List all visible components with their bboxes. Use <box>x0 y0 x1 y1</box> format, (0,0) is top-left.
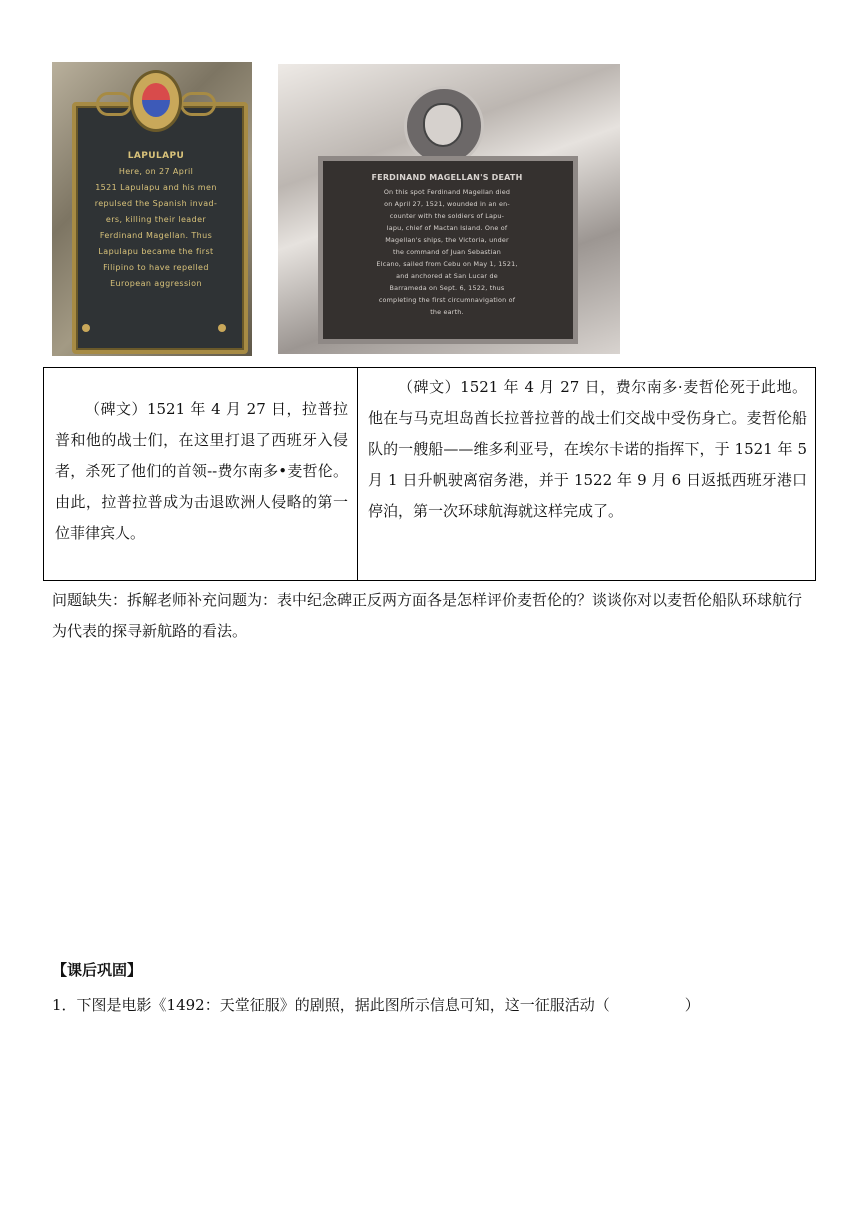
question-1: 1．下图是电影《1492：天堂征服》的剧照，据此图所示信息可知，这一征服活动（ ） <box>52 996 700 1014</box>
supplementary-question: 问题缺失：拆解老师补充问题为：表中纪念碑正反两方面各是怎样评价麦哲伦的？谈谈你对以麦哲伦船队环球航行为代表的探寻新航路的看法。 <box>52 591 803 640</box>
plaque-line: Lapulapu became the first <box>98 247 214 256</box>
plaque-line: 1521 Lapulapu and his men <box>95 183 217 192</box>
table-cell-lapulapu <box>44 368 358 580</box>
plaque-scroll-ornament <box>180 92 216 116</box>
plaque-line: repulsed the Spanish invad- <box>94 199 218 208</box>
plaque-title: FERDINAND MAGELLAN'S DEATH <box>371 173 523 182</box>
plaque-line: Here, on 27 April <box>118 167 194 176</box>
inscription-table <box>43 367 816 581</box>
emblem-seal-icon <box>404 86 484 166</box>
plaque-inscription <box>76 148 236 292</box>
rivet-icon <box>82 324 90 332</box>
rivet-icon <box>218 324 226 332</box>
inscription-text-lapulapu: （碑文）1521 年 4 月 27 日，拉普拉普和他的战士们，在这里打退了西班牙入侵者，杀死了他们的首领--费尔南多•麦哲伦。由此，拉普拉普成为击退欧洲人侵略的第一位菲律宾人。 <box>55 400 348 542</box>
philippine-seal-icon <box>130 70 182 132</box>
plaque-line: Filipino to have repelled <box>103 263 209 272</box>
plaque-line: ers, killing their leader <box>105 215 207 224</box>
plaque-line: Ferdinand Magellan. Thus <box>99 231 213 240</box>
plaque-line: the earth. <box>430 308 464 316</box>
plaque-line: Elcano, sailed from Cebu on May 1, 1521, <box>376 260 518 268</box>
inscription-text-magellan: （碑文）1521 年 4 月 27 日，费尔南多·麦哲伦死于此地。他在与马克坦岛酋长拉普拉普的战士们交战中受伤身亡。麦哲伦船队的一艘船——维多利亚号，在埃尔卡诺的指挥下，于 1521 年 5 月 1 日升帆驶离宿务港，并于 1522 年 9 月 6 日返抵西班牙港口停泊，第一次环球航海就这样完成了。 <box>368 378 807 520</box>
plaque-line: completing the first circumnavigation of <box>378 296 516 304</box>
plaque-inscription <box>330 170 564 318</box>
plaque-line: the command of Juan Sebastian <box>393 248 501 256</box>
magellan-plaque-photo <box>278 64 620 354</box>
plaque-line: on April 27, 1521, wounded in an en- <box>384 200 510 208</box>
lapulapu-plaque-photo <box>52 62 252 356</box>
plaque-scroll-ornament <box>96 92 132 116</box>
plaque-line: lapu, chief of Mactan Island. One of <box>386 224 508 232</box>
plaque-line: European aggression <box>110 279 202 288</box>
plaque-line: Barrameda on Sept. 6, 1522, thus <box>389 284 505 292</box>
section-heading: 【课后巩固】 <box>52 961 143 979</box>
plaque-line: On this spot Ferdinand Magellan died <box>383 188 511 196</box>
plaque-line: Magellan's ships, the Victoria, under <box>385 236 509 244</box>
plaque-title: LAPULAPU <box>127 151 185 161</box>
table-cell-magellan <box>358 368 815 580</box>
plaque-line: counter with the soldiers of Lapu- <box>389 212 505 220</box>
plaque-line: and anchored at San Lucar de <box>396 272 498 280</box>
